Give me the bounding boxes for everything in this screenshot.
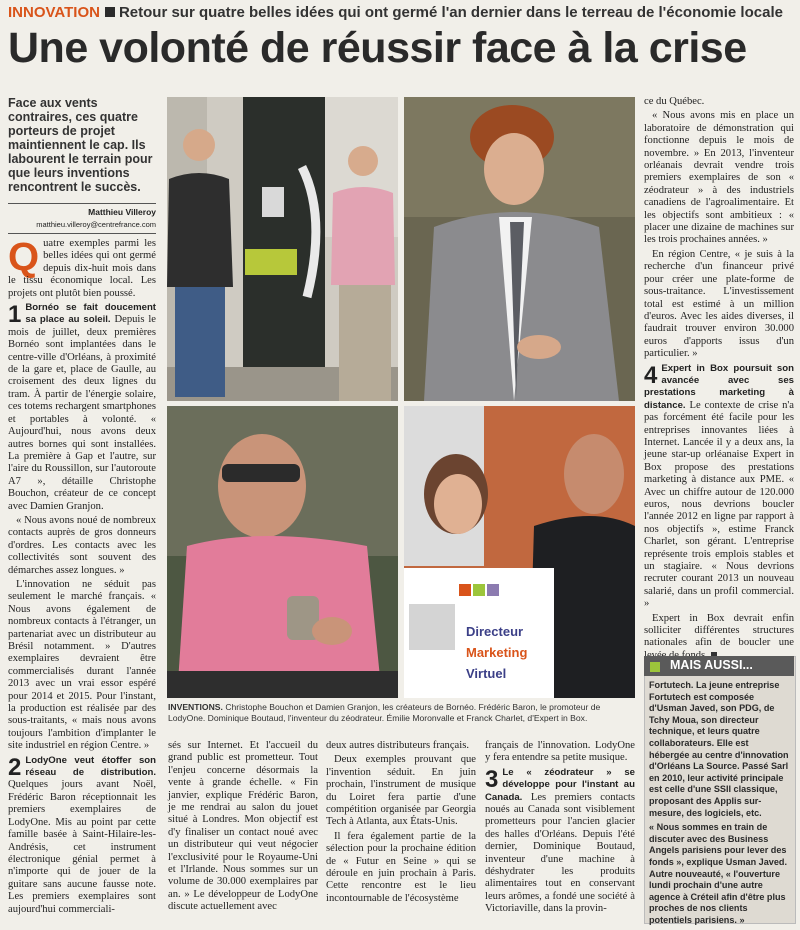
byline-email: matthieu.villeroy@centrefrance.com — [36, 220, 156, 229]
kicker — [8, 4, 783, 21]
mais-aussi-lead: Fortutech. — [649, 680, 694, 690]
kicker-text: Retour sur quatre belles idées qui ont germé l'an dernier dans le terreau de l'économie locale — [118, 4, 783, 21]
section-number-3: 3 — [485, 765, 499, 793]
section-text-3: Les premiers contacts noués au Canada sont visiblement prometteurs pour l'ancien glacier des halles d'Orléans. Depuis l'été dernier, Dominique Boutaud, inventeur d'une machine à déshydrater les produits alimentaires tout en conservant leurs arômes, a fondé une société à Victoriaville, dans la provin- — [485, 791, 635, 915]
paragraph: sés sur Internet. Et l'accueil du grand public est prometteur. Tout l'enjeu concerne désormais la vente à grande échelle. « Fin janvier, explique Frédéric Baron, je me rendrai au salon du jouet situé à Londres. Mon objectif est d'y finaliser un contact noué avec un distributeur qui veut négocier l'exclusivité pour le Royaume-Uni et l'Irlande. Nous sommes sur un volume de 30.000 exemplaires par an. » Le développeur de LodyOne discute actuellement avec — [168, 740, 318, 913]
photo-caption — [168, 702, 634, 724]
paragraph: deux autres distributeurs français. — [326, 740, 469, 751]
section-text-4: Le contexte de crise n'a pas forcément été facile pour les entreprises innovantes liées à Internet. Lancée il y a deux ans, la jeune star-up orléanaise Expert in Box propose des prestations marketing à distance aux PME. « Avec un chiffre autour de 120.000 euros, nous devrions boucler l'année 2012 en ligne par rapport à nos objectifs », estime Franck Charlet, son gérant. L'entreprise représente trois emplois stables et un stagiaire. « Nous devrions recruter courant 2013 un nouveau salarié, dans un profil commercial. » — [644, 399, 794, 610]
byline-rule-bottom — [8, 233, 156, 234]
mais-aussi-body — [649, 680, 791, 929]
paragraph: « Nous avons mis en place un laboratoire de démonstration qui fonctionne depuis le mois de novembre. » En 2013, l'inventeur orléanais devrait vendre trois premiers exemplaires de son « zéodrateur » à des industriels canadiens de l'agroalimentaire. Et les objectifs sont ambitieux : « placer une dizaine de machines sur les trois prochaines années. » — [644, 110, 794, 246]
paragraph: Deux exemples prouvant que l'invention séduit. En juin prochain, l'instrument de musique du Loiret fera partie d'une compétition organisée par Georgia Tech à Atlanta, aux États-Unis. — [326, 754, 476, 828]
sign-line-3: Virtuel — [466, 666, 507, 681]
intro-text: uatre exemples parmi les belles idées qui ont germé depuis dix-huit mois dans le tissu économique local. Les projets ont plutôt bien poussé. — [8, 238, 156, 299]
photo-lodyone — [167, 406, 398, 698]
article-column-1 — [8, 235, 157, 918]
kicker-tag: INNOVATION — [8, 4, 100, 21]
article-column-4 — [485, 740, 635, 918]
photo-expert-in-box — [404, 406, 635, 698]
square-bullet-icon — [105, 7, 115, 17]
byline-author: Matthieu Villeroy — [88, 207, 156, 217]
article-column-2 — [168, 740, 318, 916]
section-text-2: Quelques jours avant Noël, Frédéric Baron réceptionnait les premiers exemplaires de LodyOne. Mis au point par cette famille basée à Saint-Hilaire-les-Andrésis, cet instrument électronique génial permet à n'importe qui de jouer de la guitare sans aucune fausse note. Les premiers exemplaires sont aujourd'hui commerciali- — [8, 779, 156, 915]
standfirst: Face aux vents contraires, ces quatre porteurs de projet maintiennent le cap. Ils labourent le terrain pour que leurs inventions rencontrent le succès. — [8, 96, 153, 194]
article-column-3 — [326, 740, 476, 907]
green-square-icon — [650, 662, 660, 672]
section-number-1: 1 — [8, 301, 22, 329]
article-column-5 — [644, 96, 794, 664]
expert-in-box-photo-illustration — [404, 406, 635, 698]
photo-zeodrateur — [404, 97, 635, 401]
lodyone-photo-illustration — [167, 406, 398, 698]
caption-label: INVENTIONS. — [168, 702, 223, 712]
section-title-2: LodyOne veut étoffer son réseau de distribution. — [25, 754, 156, 779]
mais-aussi-title: MAIS AUSSI... — [670, 658, 753, 672]
mais-aussi-text-1: La jeune entreprise Fortutech est composée d'Usman Javed, son PDG, de Tchy Moua, son directeur technique, et leurs quatre collaborateurs. Elle est hébergée au centre d'innovation d'Orléans La Source. Passé Sarl en 2010, leur activité principale est celle d'une SSII classique, proposant des Applis sur-mesure, des logiciels, etc. — [649, 680, 789, 818]
zeodrateur-photo-illustration — [404, 97, 635, 401]
mais-aussi-text-2: « Nous sommes en train de discuter avec des Business Angels parisiens pour lever des fonds », explique Usman Javed. Autre nouveauté, « l'ouverture lundi prochain d'une autre agence à Créteil afin d'être plus proches de nos clients potentiels parisiens. » — [649, 822, 787, 925]
byline-rule-top — [8, 203, 156, 204]
photo-borneo — [167, 97, 398, 401]
paragraph: Il fera également partie de la sélection pour la prochaine édition de « Futur en Seine » qui se déroule en juin prochain à Paris. Cette rencontre est le lieu incontournable de l'écosystème — [326, 830, 476, 904]
section-title-3: Le « zéodrateur » se développe pour l'instant au Canada. — [485, 766, 635, 803]
section-title-4: Expert in Box poursuit son avancée avec ses prestations marketing à distance. — [644, 362, 794, 411]
paragraph: ce du Québec. — [644, 96, 705, 107]
section-number-2: 2 — [8, 753, 22, 781]
paragraph: « Nous avons noué de nombreux contacts auprès de gros donneurs d'ordres. Les contacts avec les collectivités sont souvent des démarches assez longues. » — [8, 514, 156, 576]
paragraph: En région Centre, « je suis à la recherche d'un financeur privé pour créer une plate-forme de sous-traitance. L'investissement total est estimé à un million d'euros. Avec les aides diverses, il faudrait trouver environ 30.000 euros d'apports issus d'un particulier. » — [644, 248, 794, 360]
section-number-4: 4 — [644, 361, 658, 389]
drop-cap: Q — [8, 235, 40, 279]
sign-line-2: Marketing — [466, 645, 528, 660]
paragraph: français de l'innovation. LodyOne y fera entendre sa petite musique. — [485, 740, 635, 764]
sign-line-1: Directeur — [466, 624, 524, 639]
section-text-1: Depuis le mois de juillet, deux premières Bornéo sont implantées dans le centre-ville d'Orléans, à proximité de la gare et, place de Gaulle, au croisement des deux lignes du tram. À partir de l'énergie solaire, ces totems rechargent smartphones et portables à volonté. « Aujourd'hui, nous avons deux autres bornes qui sont installées. La première à Gap et l'autre, sur l'aire du Roussillon, sur l'autoroute A7 », détaille Christophe Bouchon, créateur de ce concept avec Damien Granjon. — [8, 314, 157, 512]
paragraph: L'innovation ne séduit pas seulement le marché français. « Nous avons également de nombreux contacts à l'étranger, un partenariat avec un distributeur au Brésil notamment. » D'autres exemplaires devraient être commercialisés durant l'année 2013 avec un vrai essor espéré pour 2014 et 2015. Pour l'instant, la production est réalisée par des sous-traitants, « mais nous avons toujours l'ambition d'implanter le site industriel en région Centre. » — [8, 578, 156, 752]
caption-text: Christophe Bouchon et Damien Granjon, les créateurs de Bornéo. Frédéric Baron, le promoteur de LodyOne. Dominique Boutaud, l'inventeur du zéodrateur. Émilie Moronvalle et Franck Charlet, d'Expert in Box. — [168, 702, 601, 723]
headline: Une volonté de réussir face à la crise — [8, 24, 747, 72]
borneo-photo-illustration — [167, 97, 398, 401]
section-title-1: Bornéo se fait doucement sa place au soleil. — [25, 302, 156, 326]
paragraph: Expert in Box devrait enfin solliciter différentes structures nationales afin de boucler une — [644, 612, 794, 649]
